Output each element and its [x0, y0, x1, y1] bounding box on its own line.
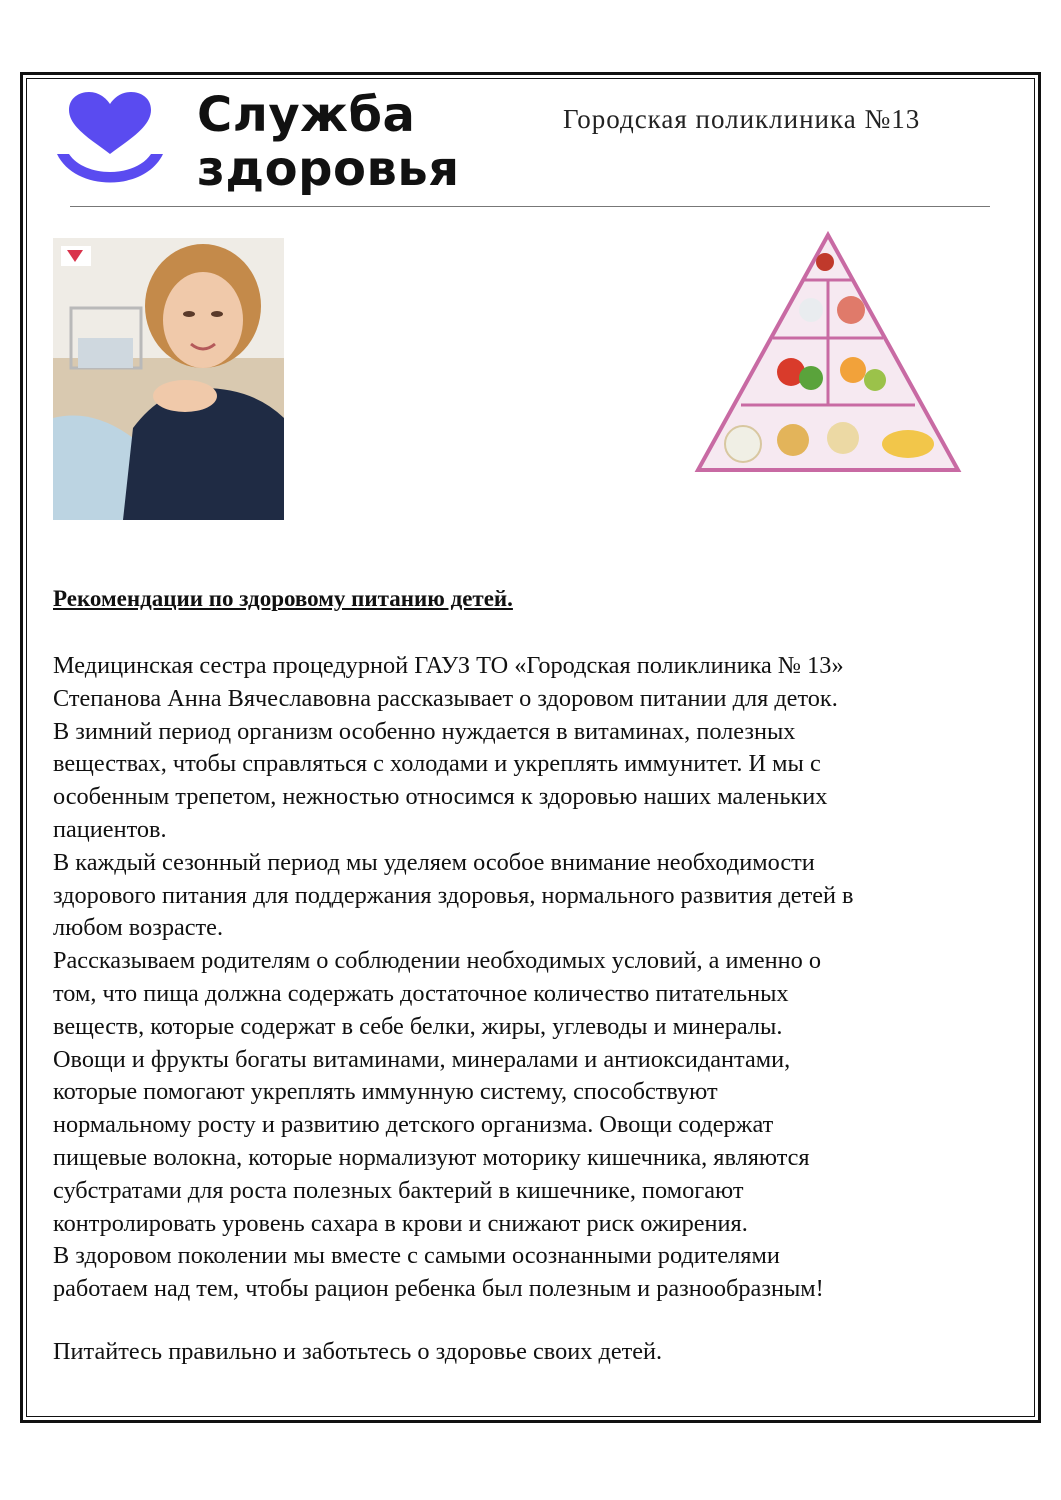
nurse-photo: [53, 238, 284, 520]
body-line: Овощи и фрукты богаты витаминами, минералами и антиоксидантами,: [53, 1045, 791, 1073]
brand-line-2: здоровья: [197, 141, 460, 197]
heart-smile-icon: [55, 92, 165, 192]
body-line: любом возрасте.: [53, 914, 224, 942]
body-line: особенным трепетом, нежностью относимся к здоровью наших маленьких: [53, 783, 828, 811]
body-line: В каждый сезонный период мы уделяем особое внимание необходимости: [53, 848, 815, 876]
body-line: контролировать уровень сахара в крови и снижают риск ожирения.: [53, 1209, 748, 1237]
body-line: нормальному росту и развитию детского организма. Овощи содержат: [53, 1111, 774, 1139]
body-line: пациентов.: [53, 815, 167, 843]
brand-name: [197, 88, 460, 196]
body-line: веществ, которые содержат в себе белки, жиры, углеводы и минералы.: [53, 1012, 783, 1040]
body-line: Медицинская сестра процедурной ГАУЗ ТО «Городская поликлиника № 13»: [53, 652, 844, 679]
body-line: В здоровом поколении мы вместе с самыми осознанными родителями: [53, 1242, 780, 1270]
body-line: том, что пища должна содержать достаточное количество питательных: [53, 979, 789, 1007]
body-line: Рассказываем родителям о соблюдении необходимых условий, а именно о: [53, 947, 822, 975]
body-line: работаем над тем, чтобы рацион ребенка был полезным и разнообразным!: [53, 1275, 824, 1303]
body-line: здорового питания для поддержания здоровья, нормального развития детей в: [53, 881, 854, 909]
article-body: [53, 650, 1013, 1306]
article-heading: Рекомендации по здоровому питанию детей.: [53, 586, 513, 611]
body-line: пищевые волокна, которые нормализуют моторику кишечника, являются: [53, 1143, 810, 1171]
header-divider: [70, 206, 990, 207]
brand-line-1: Служба: [197, 87, 416, 143]
body-line: которые помогают укреплять иммунную систему, способствуют: [53, 1078, 718, 1106]
food-pyramid-image: [693, 230, 963, 472]
closing-line: Питайтесь правильно и заботьтесь о здоровье своих детей.: [53, 1338, 663, 1365]
body-line: В зимний период организм особенно нуждается в витаминах, полезных: [53, 717, 796, 745]
body-line: Степанова Анна Вячеславовна рассказывает о здоровом питании для деток.: [53, 684, 838, 712]
body-line: веществах, чтобы справляться с холодами и укреплять иммунитет. И мы с: [53, 750, 821, 778]
clinic-name: Городская поликлиника №13: [563, 104, 921, 134]
body-line: субстратами для роста полезных бактерий в кишечнике, помогают: [53, 1176, 744, 1204]
